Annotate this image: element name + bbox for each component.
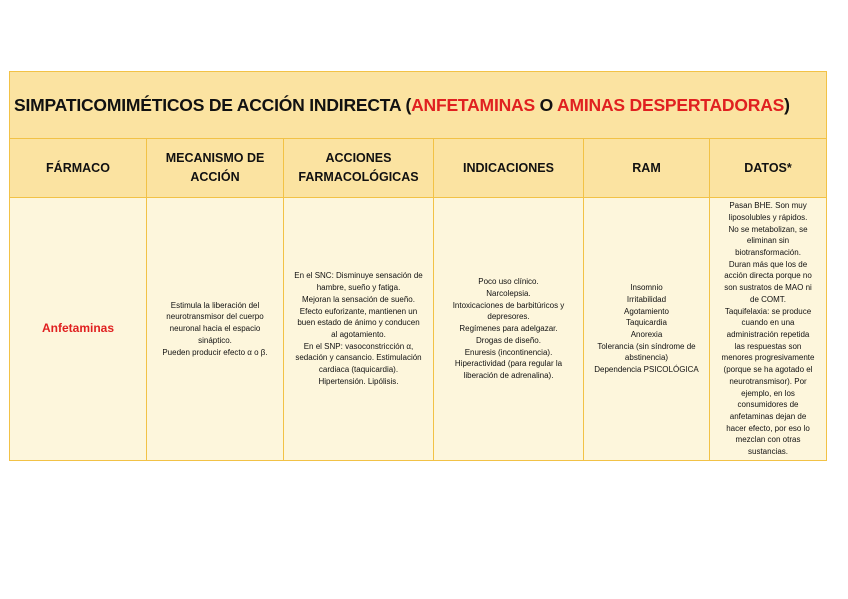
cell-line: eliminan sin <box>746 236 790 246</box>
cell-line: cardiaca (taquicardia). <box>318 365 399 375</box>
title-suffix: ) <box>784 94 790 115</box>
cell-line: son sustratos de MAO ni <box>724 283 812 293</box>
cell-line: Pasan BHE. Son muy <box>729 201 807 211</box>
cell-line: Agotamiento <box>624 306 669 316</box>
cell-line: No se metabolizan, se <box>728 224 808 234</box>
header-mecanismo: MECANISMO DE ACCIÓN <box>147 139 284 198</box>
title-middle: O <box>534 94 558 115</box>
cell-line: abstinencia) <box>624 353 669 363</box>
cell-line: anfetaminas dejan de <box>729 411 807 421</box>
cell-line: Taquicardia <box>626 318 667 328</box>
cell-line: neuronal hacia el espacio <box>169 324 261 334</box>
cell-indicaciones <box>434 198 584 461</box>
cell-line: Irritabilidad <box>626 294 667 304</box>
cell-line: liposolubles y rápidos. <box>728 212 808 222</box>
cell-line: Dependencia PSICOLÓGICA <box>594 365 699 375</box>
table-row <box>10 198 827 461</box>
cell-line: Insomnio <box>630 283 663 293</box>
cell-line: Estimula la liberación del <box>170 300 260 310</box>
cell-ram <box>584 198 710 461</box>
header-acciones: ACCIONES FARMACOLÓGICAS <box>284 139 434 198</box>
cell-line: Enuresis (incontinencia). <box>464 347 553 357</box>
cell-line: En el SNP: vasoconstricción α, <box>303 341 414 351</box>
cell-line: sináptico. <box>198 335 232 345</box>
cell-line: administración repetida <box>726 330 810 339</box>
cell-line: Anorexia <box>630 330 663 339</box>
title-prefix: SIMPATICOMIMÉTICOS DE ACCIÓN INDIRECTA ( <box>14 94 412 115</box>
cell-line: Regímenes para adelgazar. <box>459 324 558 334</box>
table-title <box>10 72 827 139</box>
cell-line: de COMT. <box>750 294 787 304</box>
header-datos: DATOS* <box>710 139 827 198</box>
cell-line: neurotransmisor). Por <box>729 376 807 386</box>
cell-line: Narcolepsia. <box>486 289 531 299</box>
title-anfetaminas: ANFETAMINAS <box>411 94 535 115</box>
cell-mecanismo <box>147 198 284 461</box>
cell-line: Tolerancia (sin síndrome de <box>597 341 696 351</box>
cell-line: Duran más que los de <box>728 259 808 269</box>
cell-line: depresores. <box>487 312 530 322</box>
cell-line: acción directa porque no <box>724 271 812 281</box>
cell-line: Pueden producir efecto α o β. <box>162 347 268 357</box>
cell-line: (porque se ha agotado el <box>723 365 813 375</box>
header-farmaco: FÁRMACO <box>10 139 147 198</box>
cell-line: Hipertensión. Lipólisis. <box>318 376 399 386</box>
cell-line: hacer efecto, por eso lo <box>726 423 810 433</box>
title-aminas-despertadoras: AMINAS DESPERTADORAS <box>557 94 785 115</box>
cell-line: Taquifelaxia: se produce <box>724 306 812 316</box>
cell-line: al agotamiento. <box>331 330 386 339</box>
cell-line: liberación de adrenalina). <box>463 370 554 380</box>
header-row <box>10 139 827 198</box>
cell-line: En el SNC: Disminuye sensación de <box>294 271 423 281</box>
cell-line: Intoxicaciones de barbitúricos y <box>452 300 565 310</box>
cell-line: sedación y cansancio. Estimulación <box>295 353 422 363</box>
header-indicaciones: INDICACIONES <box>434 139 584 198</box>
header-ram: RAM <box>584 139 710 198</box>
cell-line: Drogas de diseño. <box>476 335 541 345</box>
cell-acciones <box>284 198 434 461</box>
cell-line: consumidores de <box>737 400 799 410</box>
cell-line: Hiperactividad (para regular la <box>454 359 563 369</box>
cell-line: las respuestas son <box>734 341 802 351</box>
drug-table <box>9 71 827 461</box>
cell-line: cuando en una <box>741 318 795 328</box>
cell-datos <box>710 198 827 461</box>
cell-line: biotransformación. <box>735 248 801 258</box>
cell-line: mezclan con otras <box>735 435 801 445</box>
cell-farmaco: Anfetaminas <box>10 198 147 461</box>
cell-line: menores progresivamente <box>721 353 815 363</box>
cell-line: Mejoran la sensación de sueño. <box>302 294 415 304</box>
cell-line: Poco uso clínico. <box>478 277 539 287</box>
cell-line: ejemplo, en los <box>741 388 795 398</box>
cell-line: Efecto euforizante, mantienen un <box>299 306 418 316</box>
cell-line: sustancias. <box>748 447 789 457</box>
cell-line: buen estado de ánimo y conducen <box>297 318 420 328</box>
cell-line: hambre, sueño y fatiga. <box>316 283 401 293</box>
cell-line: neurotransmisor del cuerpo <box>166 312 264 322</box>
